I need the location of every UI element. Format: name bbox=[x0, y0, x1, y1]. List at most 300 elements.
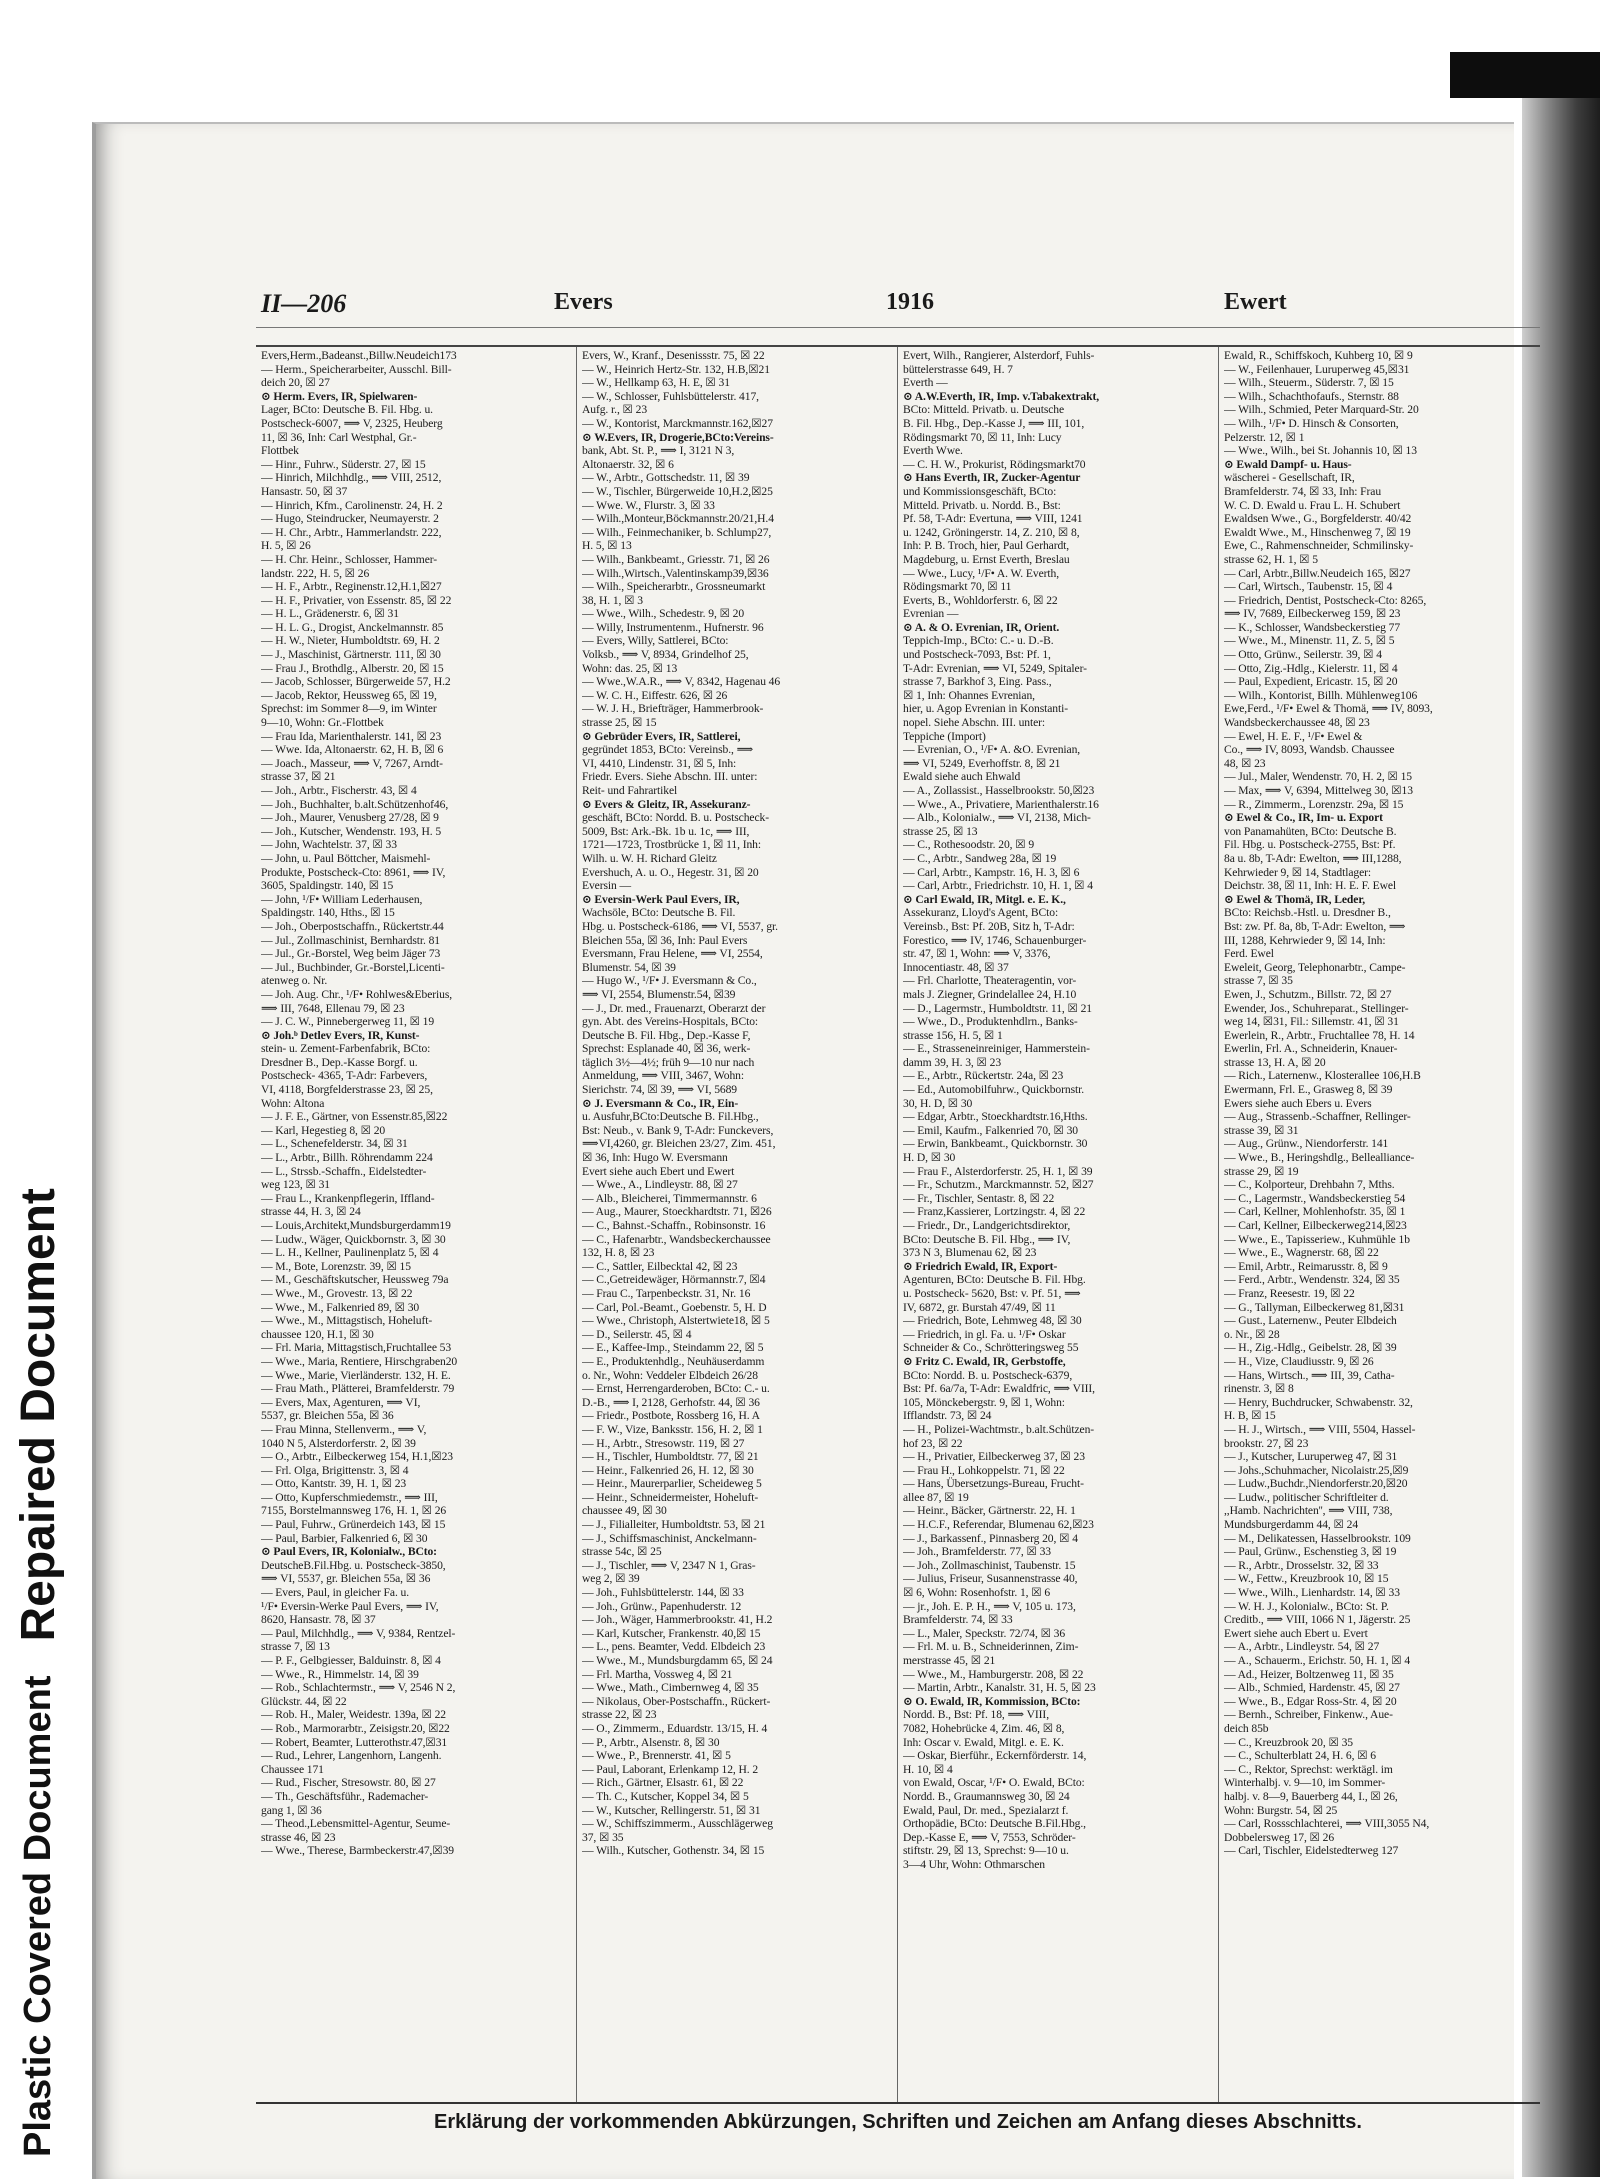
directory-entry: — Gust., Laternenw., Peuter Elbdeich bbox=[1224, 1314, 1397, 1328]
directory-entry: H. 10, ☒ 4 bbox=[903, 1762, 953, 1776]
directory-entry: — M., Bote, Lorenzstr. 39, ☒ 15 bbox=[261, 1259, 411, 1273]
header-year: 1916 bbox=[886, 289, 934, 315]
directory-entry: — Th. C., Kutscher, Koppel 34, ☒ 5 bbox=[582, 1789, 749, 1803]
directory-entry: III, 1288, Kehrwieder 9, ☒ 14, Inh: bbox=[1224, 933, 1386, 947]
directory-entry: strasse 29, ☒ 19 bbox=[1224, 1164, 1299, 1178]
directory-entry: ⊙ Paul Evers, IR, Kolonialw., BCto: bbox=[261, 1545, 437, 1559]
directory-entry: 105, Mönckebergstr. 9, ☒ 1, Wohn: bbox=[903, 1395, 1065, 1409]
directory-entry: von Panamahüten, BCto: Deutsche B. bbox=[1224, 824, 1397, 838]
directory-entry: ⊙ W.Evers, IR, Drogerie,BCto:Vereins- bbox=[582, 430, 774, 444]
directory-entry: ,,Hamb. Nachrichten'', ⟹ VIII, 738, bbox=[1224, 1504, 1393, 1518]
directory-entry: — Wwe., E., Tapisseriew., Kuhmühle 1b bbox=[1224, 1232, 1410, 1246]
directory-entry: — W. H. J., Kolonialw., BCto: St. P. bbox=[1224, 1599, 1389, 1613]
directory-entry: — J., Dr. med., Frauenarzt, Oberarzt der bbox=[582, 1001, 766, 1015]
directory-entry: strasse 13, H. A, ☒ 20 bbox=[1224, 1055, 1326, 1069]
directory-entry: strasse 37, ☒ 21 bbox=[261, 770, 336, 784]
directory-entry: 132, H. 8, ☒ 23 bbox=[582, 1246, 655, 1260]
directory-entry: Sierichstr. 74, ☒ 39, ⟹ VI, 5689 bbox=[582, 1083, 737, 1097]
directory-entry: — Frau C., Tarpenbeckstr. 31, Nr. 16 bbox=[582, 1286, 751, 1300]
directory-entry: Creditb., ⟹ VIII, 1066 N 1, Jägerstr. 25 bbox=[1224, 1613, 1411, 1627]
directory-entry: — C., Lagermstr., Wandsbeckerstieg 54 bbox=[1224, 1191, 1406, 1205]
directory-entry: — Ad., Heizer, Boltzenweg 11, ☒ 35 bbox=[1224, 1667, 1394, 1681]
directory-entry: — Wilh., Feinmechaniker, b. Schlump27, bbox=[582, 525, 772, 539]
directory-entry: — P., Arbtr., Alsenstr. 8, ☒ 30 bbox=[582, 1735, 720, 1749]
directory-entry: — W., Schiffszimmerm., Ausschlägerweg bbox=[582, 1817, 773, 1831]
directory-entry: — Wilh., Steuerm., Süderstr. 7, ☒ 15 bbox=[1224, 376, 1394, 390]
scan-top-edge bbox=[0, 0, 1600, 52]
directory-entry: 38, H. 1, ☒ 3 bbox=[582, 593, 643, 607]
directory-entry: Bst: Pf. 6a/7a, T-Adr: Ewaldfric, ⟹ VIII, bbox=[903, 1382, 1095, 1396]
directory-entry: büttelerstrasse 649, H. 7 bbox=[903, 362, 1013, 376]
directory-entry: hier, u. Agop Evrenian in Konstanti- bbox=[903, 702, 1068, 716]
directory-entry: — Wilh., Kutscher, Gothenstr. 34, ☒ 15 bbox=[582, 1844, 765, 1858]
directory-entry: — Wwe., Math., Cimbernweg 4, ☒ 35 bbox=[582, 1681, 759, 1695]
directory-entry: — Herm., Speicherarbeiter, Ausschl. Bill- bbox=[261, 362, 452, 376]
directory-entry: DeutscheB.Fil.Hbg. u. Postscheck-3850, bbox=[261, 1558, 446, 1572]
directory-entry: — Rud., Lehrer, Langenhorn, Langenh. bbox=[261, 1749, 442, 1763]
directory-entry: — Otto, Zig.-Hdlg., Kielerstr. 11, ☒ 4 bbox=[1224, 661, 1398, 675]
page-number: II—206 bbox=[261, 289, 347, 318]
directory-entry: — Oskar, Bierführ., Eckernförderstr. 14, bbox=[903, 1749, 1087, 1763]
directory-entry: — W. J. H., Briefträger, Hammerbrook- bbox=[582, 702, 764, 716]
directory-entry: — Karl, Kutscher, Frankenstr. 40,☒ 15 bbox=[582, 1626, 761, 1640]
directory-entry: — Rud., Fischer, Stresowstr. 80, ☒ 27 bbox=[261, 1776, 436, 1790]
directory-entry: — Wwe., M., Grovestr. 13, ☒ 22 bbox=[261, 1286, 413, 1300]
directory-entry: — Edgar, Arbtr., Stoeckhardtstr.16,Hths. bbox=[903, 1110, 1088, 1124]
directory-entry: — Heinr., Falkenried 26, H. 12, ☒ 30 bbox=[582, 1463, 754, 1477]
directory-entry: — Jul., Zollmaschinist, Bernhardstr. 81 bbox=[261, 933, 441, 947]
directory-entry: 1721—1723, Trostbrücke 1, ☒ 11, Inh: bbox=[582, 838, 761, 852]
header-first-name: Evers bbox=[554, 289, 613, 315]
directory-entry: — Hugo W., ¹/F• J. Eversmann & Co., bbox=[582, 974, 757, 988]
directory-entry: — R., Arbtr., Drosselstr. 32, ☒ 33 bbox=[1224, 1558, 1379, 1572]
directory-entry: — Carl, Arbtr., Friedrichstr. 10, H. 1, ☒ 4 bbox=[903, 879, 1093, 893]
directory-entry: Inh: Oscar v. Ewald, Mitgl. e. E. K. bbox=[903, 1735, 1064, 1749]
directory-entry: ⊙ Evers & Gleitz, IR, Assekuranz- bbox=[582, 797, 751, 811]
directory-entry: — Wwe., E., Wagnerstr. 68, ☒ 22 bbox=[1224, 1246, 1379, 1260]
header-rule bbox=[256, 327, 1540, 328]
directory-entry: — Friedr., Dr., Landgerichtsdirektor, bbox=[903, 1219, 1071, 1232]
directory-entry: Bst: Neub., v. Bank 9, T-Adr: Funckevers, bbox=[582, 1123, 774, 1137]
directory-entry: — Joh., Oberpostschaffn., Rückertstr.44 bbox=[261, 919, 444, 933]
directory-entry: — F. W., Vize, Banksstr. 156, H. 2, ☒ 1 bbox=[582, 1422, 763, 1436]
directory-entry: ⊙ J. Eversmann & Co., IR, Ein- bbox=[582, 1096, 739, 1110]
directory-entry: u. 1242, Gröningerstr. 14, Z. 210, ☒ 8, bbox=[903, 525, 1080, 539]
directory-entry: Hansastr. 50, ☒ 37 bbox=[261, 484, 348, 498]
directory-entry: Ewald siehe auch Ehwald bbox=[903, 770, 1021, 784]
directory-entry: — Louis,Architekt,Mundsburgerdamm19 bbox=[261, 1219, 451, 1232]
directory-entry: — Erwin, Bankbeamt., Quickbornstr. 30 bbox=[903, 1137, 1088, 1151]
directory-entry: — W., Kutscher, Rellingerstr. 51, ☒ 31 bbox=[582, 1803, 761, 1817]
directory-entry: — Wilh., Schmied, Peter Marquard-Str. 20 bbox=[1224, 403, 1419, 417]
directory-entry: 3—4 Uhr, Wohn: Othmarschen bbox=[903, 1857, 1045, 1871]
directory-entry: — Carl, Arbtr., Kampstr. 16, H. 3, ☒ 6 bbox=[903, 865, 1080, 879]
directory-entry: — Frau Math., Plätterei, Bramfelderstr. 79 bbox=[261, 1382, 455, 1396]
directory-entry: ⊙ Herm. Evers, IR, Spielwaren- bbox=[261, 389, 418, 403]
directory-entry: — Th., Geschäftsführ., Rademacher- bbox=[261, 1789, 429, 1803]
directory-entry: — J. F. E., Gärtner, von Essenstr.85,☒22 bbox=[261, 1110, 448, 1124]
directory-entry: ⊙ Ewald Dampf- u. Haus- bbox=[1224, 457, 1352, 471]
directory-entry: — Friedrich, in gl. Fa. u. ¹/F• Oskar bbox=[903, 1327, 1066, 1341]
column-4 bbox=[1219, 347, 1540, 2102]
directory-entry: Ewe, C., Rahmenschneider, Schmilinsky- bbox=[1224, 539, 1414, 553]
directory-entry: Sprechst: im Sommer 8—9, im Winter bbox=[261, 702, 437, 716]
directory-entry: strasse 62, H. 1, ☒ 5 bbox=[1224, 552, 1318, 566]
column-3 bbox=[898, 347, 1219, 2102]
directory-entry: — Carl, Rossschlachterei, ⟹ VIII,3055 N4, bbox=[1224, 1817, 1430, 1831]
directory-entry: BCto: Reichsb.-Hstl. u. Dresdner B., bbox=[1224, 906, 1391, 920]
directory-entry: — Jul., Maler, Wendenstr. 70, H. 2, ☒ 15 bbox=[1224, 770, 1413, 784]
directory-entry: — Henry, Buchdrucker, Schwabenstr. 32, bbox=[1224, 1395, 1413, 1409]
directory-entry: strasse 156, H. 5, ☒ 1 bbox=[903, 1028, 1003, 1042]
directory-entry: — Evers, Max, Agenturen, ⟹ VI, bbox=[261, 1395, 421, 1409]
directory-entry: — W., Hellkamp 63, H. E, ☒ 31 bbox=[582, 376, 730, 390]
directory-entry: — Frau F., Alsterdorferstr. 25, H. 1, ☒ 39 bbox=[903, 1164, 1093, 1178]
directory-entry: — E., Strasseneinreiniger, Hammerstein- bbox=[903, 1042, 1090, 1056]
directory-entry: ⊙ Ewel & Co., IR, Im- u. Export bbox=[1224, 811, 1383, 825]
directory-entry: Fil. Hbg. u. Postscheck-2755, Bst: Pf. bbox=[1224, 838, 1396, 852]
directory-entry: und Postscheck-7093, Bst: Pf. 1, bbox=[903, 648, 1051, 662]
directory-entry: ⊙ Hans Everth, IR, Zucker-Agentur bbox=[903, 471, 1081, 485]
directory-entry: Rödingsmarkt 70, ☒ 11 bbox=[903, 580, 1012, 594]
directory-entry: Ewert siehe auch Ebert u. Evert bbox=[1224, 1626, 1368, 1640]
directory-entry: — Willy, Instrumentenm., Hufnerstr. 96 bbox=[582, 620, 764, 634]
directory-entry: — Alb., Schmied, Hardenstr. 45, ☒ 27 bbox=[1224, 1681, 1400, 1695]
directory-entry: — Evers, Willy, Sattlerei, BCto: bbox=[582, 634, 729, 648]
directory-entry: halbj. v. 8—9, Bauerberg 44, I., ☒ 26, bbox=[1224, 1789, 1398, 1803]
directory-entry: Assekuranz, Lloyd's Agent, BCto: bbox=[903, 906, 1059, 920]
directory-entry: Co., ⟹ IV, 8093, Wandsb. Chaussee bbox=[1224, 743, 1395, 757]
directory-entry: — Wwe., Wilh., bei St. Johannis 10, ☒ 13 bbox=[1224, 444, 1417, 458]
directory-entry: — Frau H., Lohkoppelstr. 71, ☒ 22 bbox=[903, 1463, 1065, 1477]
directory-entry: Bleichen 55a, ☒ 36, Inh: Paul Evers bbox=[582, 933, 748, 947]
directory-entry: Ewald, Paul, Dr. med., Spezialarzt f. bbox=[903, 1803, 1069, 1817]
directory-entry: Eversin — bbox=[582, 879, 632, 893]
directory-entry: u. Ausfuhr,BCto:Deutsche B. Fil.Hbg., bbox=[582, 1110, 759, 1124]
directory-entry: brookstr. 27, ☒ 23 bbox=[1224, 1436, 1309, 1450]
directory-entry: Volksb., ⟹ V, 8934, Grindelhof 25, bbox=[582, 648, 749, 662]
scan-corner-shadow bbox=[1450, 52, 1600, 98]
directory-entry: hof 23, ☒ 22 bbox=[903, 1436, 963, 1450]
directory-entry: — Carl, Pol.-Beamt., Goebenstr. 5, H. D bbox=[582, 1300, 767, 1314]
directory-entry: — C., Rektor, Sprechst: werktägl. im bbox=[1224, 1762, 1393, 1776]
directory-entry: ⟹ VI, 5249, Everhoffstr. 8, ☒ 21 bbox=[903, 756, 1061, 770]
directory-entry: — L., pens. Beamter, Vedd. Elbdeich 23 bbox=[582, 1640, 766, 1654]
directory-entry: — Franz,Kassierer, Lortzingstr. 4, ☒ 22 bbox=[903, 1205, 1086, 1219]
directory-entry: ⊙ A.W.Everth, IR, Imp. v.Tabakextrakt, bbox=[903, 389, 1100, 403]
directory-entry: — Joh., Zollmaschinist, Taubenstr. 15 bbox=[903, 1558, 1076, 1572]
directory-entry: — Ewel, H. E. F., ¹/F• Ewel & bbox=[1224, 729, 1363, 743]
directory-entry: Ewen, J., Schutzm., Billstr. 72, ☒ 27 bbox=[1224, 987, 1392, 1001]
directory-entry: str. 47, ☒ 1, Wohn: ⟹ V, 3376, bbox=[903, 947, 1051, 961]
directory-entry: — C., Rothesoodstr. 20, ☒ 9 bbox=[903, 838, 1035, 852]
directory-entry: ☒ 6, Wohn: Rosenhofstr. 1, ☒ 6 bbox=[903, 1586, 1051, 1600]
directory-entry: — Wwe., Christoph, Alstertwiete18, ☒ 5 bbox=[582, 1314, 770, 1328]
directory-entry: — C., Bahnst.-Schaffn., Robinsonstr. 16 bbox=[582, 1219, 766, 1232]
directory-entry: T-Adr: Evrenian, ⟹ VI, 5249, Spitaler- bbox=[903, 661, 1087, 675]
directory-entry: allee 87, ☒ 19 bbox=[903, 1490, 969, 1504]
directory-entry: — Rich., Gärtner, Elsastr. 61, ☒ 22 bbox=[582, 1776, 744, 1790]
directory-entry: — O., Arbtr., Eilbeckerweg 154, H.1,☒23 bbox=[261, 1450, 453, 1464]
directory-entry: nopel. Siehe Abschn. III. unter: bbox=[903, 716, 1046, 730]
directory-entry: ⊙ Gebrüder Evers, IR, Sattlerei, bbox=[582, 729, 741, 743]
directory-entry: Postscheck- 4365, T-Adr: Farbevers, bbox=[261, 1069, 428, 1083]
directory-entry: Ewald, R., Schiffskoch, Kuhberg 10, ☒ 9 bbox=[1224, 349, 1413, 362]
directory-entry: B. Fil. Hbg., Dep.-Kasse J, ⟹ III, 101, bbox=[903, 416, 1085, 430]
directory-entry: 5009, Bst: Ark.-Bk. 1b u. 1c, ⟹ III, bbox=[582, 824, 750, 838]
directory-entry: — L., Schenefelderstr. 34, ☒ 31 bbox=[261, 1137, 408, 1151]
directory-entry: — O., Zimmerm., Eduardstr. 13/15, H. 4 bbox=[582, 1721, 768, 1735]
directory-entry: — H. L., Grädenerstr. 6, ☒ 31 bbox=[261, 607, 399, 621]
directory-entry: deich 85b bbox=[1224, 1721, 1269, 1735]
directory-entry: — Frl. M. u. B., Schneiderinnen, Zim- bbox=[903, 1640, 1079, 1654]
directory-entry: — C.,Getreidewäger, Hörmannstr.7, ☒4 bbox=[582, 1273, 766, 1287]
directory-entry: — H. F., Privatier, von Essenstr. 85, ☒ 22 bbox=[261, 593, 452, 607]
directory-entry: — Heinr., Bäcker, Gärtnerstr. 22, H. 1 bbox=[903, 1504, 1076, 1518]
directory-entry: — D., Lagermstr., Humboldtstr. 11, ☒ 21 bbox=[903, 1001, 1092, 1015]
directory-entry: 7155, Borstelmannsweg 176, H. 1, ☒ 26 bbox=[261, 1504, 447, 1518]
directory-entry: Vereinsb., Bst: Pf. 20B, Sitz h, T-Adr: bbox=[903, 919, 1075, 933]
directory-entry: 7082, Hohebrücke 4, Zim. 46, ☒ 8, bbox=[903, 1721, 1065, 1735]
directory-entry: 9—10, Wohn: Gr.-Flottbek bbox=[261, 716, 384, 730]
directory-entry: Wachsöle, BCto: Deutsche B. Fil. bbox=[582, 906, 736, 920]
directory-entry: — Wwe., B., Edgar Ross-Str. 4, ☒ 20 bbox=[1224, 1694, 1397, 1708]
directory-entry: strasse 22, ☒ 23 bbox=[582, 1708, 657, 1722]
directory-entry: Forestico, ⟹ IV, 1746, Schauenburger- bbox=[903, 933, 1087, 947]
directory-entry: — Wwe. Ida, Altonaerstr. 62, H. B, ☒ 6 bbox=[261, 743, 444, 757]
directory-entry: — Carl, Kellner, Mohlenhofstr. 35, ☒ 1 bbox=[1224, 1205, 1406, 1219]
directory-entry: — Frau L., Krankenpflegerin, Iffland- bbox=[261, 1191, 435, 1205]
directory-entry: — Wwe.,W.A.R., ⟹ V, 8342, Hagenau 46 bbox=[582, 675, 781, 689]
directory-entry: bank, Abt. St. P., ⟹ I, 3121 N 3, bbox=[582, 444, 735, 458]
directory-entry: — Ludw., politischer Schriftleiter d. bbox=[1224, 1490, 1389, 1504]
directory-entry: — Wwe., M., Mundsburgdamm 65, ☒ 24 bbox=[582, 1654, 773, 1667]
directory-entry: Wohn: Burgstr. 54, ☒ 25 bbox=[1224, 1803, 1338, 1817]
directory-entry: — Alb., Kolonialw., ⟹ VI, 2138, Mich- bbox=[903, 811, 1091, 825]
directory-entry: — H., Vize, Claudiusstr. 9, ☒ 26 bbox=[1224, 1354, 1374, 1368]
directory-entry: — H., Zig.-Hdlg., Geibelstr. 28, ☒ 39 bbox=[1224, 1341, 1397, 1355]
directory-entry: atenweg o. Nr. bbox=[261, 974, 328, 988]
directory-entry: täglich 3½—4½; früh 9—10 nur nach bbox=[582, 1055, 755, 1069]
directory-entry: — Wwe., M., Minenstr. 11, Z. 5, ☒ 5 bbox=[1224, 634, 1395, 648]
directory-entry: — Rich., Laternenw., Klosterallee 106,H.B bbox=[1224, 1069, 1421, 1083]
directory-entry: — H. F., Arbtr., Reginenstr.12,H.1,☒27 bbox=[261, 580, 442, 594]
directory-entry: ⟹ VI, 2554, Blumenstr.54, ☒39 bbox=[582, 987, 736, 1001]
directory-entry: von Ewald, Oscar, ¹/F• O. Ewald, BCto: bbox=[903, 1776, 1085, 1790]
directory-entry: — C., Kolporteur, Drehbahn 7, Mths. bbox=[1224, 1178, 1395, 1192]
directory-entry: BCto: Mitteld. Privatb. u. Deutsche bbox=[903, 403, 1065, 417]
directory-entry: — Hinrich, Milchhdlg., ⟹ VIII, 2512, bbox=[261, 471, 442, 485]
directory-entry: — H., Arbtr., Stresowstr. 119, ☒ 27 bbox=[582, 1436, 745, 1450]
directory-entry: — Frl. Olga, Brigittenstr. 3, ☒ 4 bbox=[261, 1463, 409, 1477]
directory-entry: — Ed., Automobilfuhrw., Quickbornstr. bbox=[903, 1083, 1085, 1097]
directory-page bbox=[256, 289, 1536, 2139]
directory-entry: Friedr. Evers. Siehe Abschn. III. unter: bbox=[582, 770, 758, 784]
directory-entry: — Martin, Arbtr., Kanalstr. 31, H. 5, ☒ 23 bbox=[903, 1681, 1096, 1695]
directory-entry: ⟹ VI, 5537, gr. Bleichen 55a, ☒ 36 bbox=[261, 1572, 431, 1586]
directory-entry: Everth Wwe. bbox=[903, 444, 963, 458]
directory-entry: — Frau Minna, Stellenverm., ⟹ V, bbox=[261, 1422, 427, 1436]
directory-entry: Nordd. B., Bst: Pf. 18, ⟹ VIII, bbox=[903, 1708, 1049, 1722]
directory-entry: strasse 39, ☒ 31 bbox=[1224, 1123, 1299, 1137]
directory-entry: — Wwe., Lucy, ¹/F• A. W. Everth, bbox=[903, 566, 1060, 580]
directory-entry: landstr. 222, H. 5, ☒ 26 bbox=[261, 566, 370, 580]
directory-entry: Evert, Wilh., Rangierer, Alsterdorf, Fuhls- bbox=[903, 349, 1095, 362]
directory-entry: Bst: zw. Pf. 8a, 8b, T-Adr: Ewelton, ⟹ bbox=[1224, 919, 1406, 933]
directory-entry: Nordd. B., Graumannsweg 30, ☒ 24 bbox=[903, 1789, 1070, 1803]
directory-entry: — Aug., Grünw., Niendorferstr. 141 bbox=[1224, 1137, 1389, 1151]
directory-entry: — Wilh.,Wirtsch.,Valentinskamp39,☒36 bbox=[582, 566, 769, 580]
directory-entry: 3605, Spaldingstr. 140, ☒ 15 bbox=[261, 879, 394, 893]
directory-entry: Innocentiastr. 48, ☒ 37 bbox=[903, 960, 1009, 974]
directory-entry: Pf. 58, T-Adr: Evertuna, ⟹ VIII, 1241 bbox=[903, 512, 1083, 526]
directory-entry: Ewerlein, R., Arbtr., Fruchtallee 78, H. 14 bbox=[1224, 1028, 1415, 1042]
directory-entry: Dep.-Kasse E, ⟹ V, 7553, Schröder- bbox=[903, 1830, 1076, 1844]
directory-entry: — Wilh., ¹/F• D. Hinsch & Consorten, bbox=[1224, 416, 1399, 430]
directory-entry: Evers, W., Kranf., Desenissstr. 75, ☒ 22 bbox=[582, 349, 765, 362]
directory-entry: Lager, BCto: Deutsche B. Fil. Hbg. u. bbox=[261, 403, 433, 417]
directory-entry: — Rob., Marmorarbtr., Zeisigstr.20, ☒22 bbox=[261, 1721, 450, 1735]
directory-entry: — Wilh., Kontorist, Billh. Mühlenweg106 bbox=[1224, 688, 1418, 702]
directory-entry: — Aug., Maurer, Stoeckhardtstr. 71, ☒26 bbox=[582, 1205, 772, 1219]
running-header bbox=[256, 289, 1536, 325]
directory-entry: — Wwe., Marie, Vierländerstr. 132, H. E. bbox=[261, 1368, 451, 1382]
directory-entry: Magdeburg, u. Ernst Everth, Breslau bbox=[903, 552, 1070, 566]
directory-entry: — jr., Joh. E. P. H., ⟹ V, 105 u. 173, bbox=[903, 1599, 1076, 1613]
entry-columns bbox=[256, 345, 1540, 2102]
directory-entry: Teppich-Imp., BCto: C.- u. D.-B. bbox=[903, 634, 1054, 648]
directory-entry: — Wwe., Therese, Barmbeckerstr.47,☒39 bbox=[261, 1844, 454, 1858]
directory-entry: — Paul, Expedient, Ericastr. 15, ☒ 20 bbox=[1224, 675, 1398, 689]
directory-entry: strasse 25, ☒ 13 bbox=[903, 824, 978, 838]
directory-entry: W. C. D. Ewald u. Frau L. H. Schubert bbox=[1224, 498, 1401, 512]
directory-entry: — John, ¹/F• William Lederhausen, bbox=[261, 892, 423, 906]
directory-entry: Evert siehe auch Ebert und Ewert bbox=[582, 1164, 735, 1178]
directory-entry: — Frau Ida, Marienthalerstr. 141, ☒ 23 bbox=[261, 729, 442, 743]
directory-entry: ⊙ Eversin-Werk Paul Evers, IR, bbox=[582, 892, 740, 906]
directory-entry: strasse 46, ☒ 23 bbox=[261, 1830, 336, 1844]
directory-entry: Dresdner B., Dep.-Kasse Borgf. u. bbox=[261, 1055, 418, 1069]
directory-entry: — Carl, Wirtsch., Taubenstr. 15, ☒ 4 bbox=[1224, 580, 1393, 594]
directory-entry: Sprechst: Esplanade 40, ☒ 36, werk- bbox=[582, 1042, 751, 1056]
directory-entry: Schneider & Co., Schrötteringsweg 55 bbox=[903, 1341, 1079, 1355]
directory-entry: ⊙ Fritz C. Ewald, IR, Gerbstoffe, bbox=[903, 1354, 1066, 1368]
directory-entry: Evrenian — bbox=[903, 607, 959, 621]
directory-entry: ⟹VI,4260, gr. Bleichen 23/27, Zim. 451, bbox=[582, 1137, 776, 1151]
directory-entry: weg 2, ☒ 39 bbox=[582, 1572, 640, 1586]
directory-entry: ⟹ III, 7648, Ellenau 79, ☒ 23 bbox=[261, 1001, 405, 1015]
directory-entry: — Wwe. W., Flurstr. 3, ☒ 33 bbox=[582, 498, 715, 512]
directory-entry: — Ferd., Arbtr., Wendenstr. 324, ☒ 35 bbox=[1224, 1273, 1400, 1287]
directory-entry: stiftstr. 29, ☒ 13, Sprechst: 9—10 u. bbox=[903, 1844, 1069, 1858]
directory-entry: strasse 44, H. 3, ☒ 24 bbox=[261, 1205, 361, 1219]
directory-entry: — C., Schulterblatt 24, H. 6, ☒ 6 bbox=[1224, 1749, 1377, 1763]
directory-entry: — Franz, Reesestr. 19, ☒ 22 bbox=[1224, 1286, 1355, 1300]
directory-entry: — Theod.,Lebensmittel-Agentur, Seume- bbox=[261, 1817, 451, 1831]
directory-entry: — Julius, Friseur, Susannenstrasse 40, bbox=[903, 1572, 1078, 1586]
directory-entry: Ewaldsen Wwe., G., Borgfelderstr. 40/42 bbox=[1224, 512, 1412, 526]
directory-entry: Ewermann, Frl. E., Grasweg 8, ☒ 39 bbox=[1224, 1083, 1393, 1097]
directory-entry: — Joh., Kutscher, Wendenstr. 193, H. 5 bbox=[261, 824, 442, 838]
directory-entry: — Jul., Buchbinder, Gr.-Borstel,Licenti- bbox=[261, 960, 445, 974]
directory-entry: Ewerlin, Frl. A., Schneiderin, Knauer- bbox=[1224, 1042, 1398, 1056]
directory-entry: u. Postscheck- 5620, Bst: v. Pf. 51, ⟹ bbox=[903, 1286, 1081, 1300]
directory-entry: — A., Arbtr., Lindleystr. 54, ☒ 27 bbox=[1224, 1640, 1380, 1654]
directory-entry: — W., Arbtr., Gottschedstr. 11, ☒ 39 bbox=[582, 471, 750, 485]
directory-entry: Chaussee 171 bbox=[261, 1762, 324, 1776]
directory-entry: VI, 4118, Borgfelderstrasse 23, ☒ 25, bbox=[261, 1083, 433, 1097]
directory-entry: — Carl, Tischler, Eidelstedterweg 127 bbox=[1224, 1844, 1399, 1858]
directory-entry: und Kommissionsgeschäft, BCto: bbox=[903, 484, 1057, 498]
directory-entry: geschäft, BCto: Nordd. B. u. Postscheck- bbox=[582, 811, 769, 825]
directory-entry: Flottbek bbox=[261, 444, 299, 458]
directory-entry: — A., Schauerm., Erichstr. 50, H. 1, ☒ 4 bbox=[1224, 1654, 1411, 1667]
directory-entry: — Hans, Übersetzungs-Bureau, Frucht- bbox=[903, 1477, 1084, 1491]
directory-entry: — Hans, Wirtsch., ⟹ III, 39, Catha- bbox=[1224, 1368, 1395, 1382]
directory-entry: Ewaldt Wwe., M., Hinschenweg 7, ☒ 19 bbox=[1224, 525, 1411, 539]
directory-entry: — W., Tischler, Bürgerweide 10,H.2,☒25 bbox=[582, 484, 773, 498]
directory-entry: — Hinr., Fuhrw., Süderstr. 27, ☒ 15 bbox=[261, 457, 426, 471]
directory-entry: — L., Arbtr., Billh. Röhrendamm 224 bbox=[261, 1151, 433, 1165]
directory-entry: stein- u. Zement-Farbenfabrik, BCto: bbox=[261, 1042, 431, 1056]
directory-entry: — E., Produktenhdlg., Neuhäuserdamm bbox=[582, 1354, 765, 1368]
directory-entry: weg 123, ☒ 31 bbox=[261, 1178, 330, 1192]
directory-entry: Glückstr. 44, ☒ 22 bbox=[261, 1694, 347, 1708]
directory-entry: strasse 7, ☒ 13 bbox=[261, 1640, 330, 1654]
directory-entry: Dobbelersweg 17, ☒ 26 bbox=[1224, 1830, 1335, 1844]
directory-entry: H. 5, ☒ 26 bbox=[261, 539, 311, 553]
directory-entry: — Wwe., A., Privatiere, Marienthalerstr.16 bbox=[903, 797, 1099, 811]
directory-entry: — Joh., Grünw., Papenhuderstr. 12 bbox=[582, 1599, 742, 1613]
footer-rule bbox=[256, 2102, 1540, 2104]
directory-entry: — Ernst, Herrengarderoben, BCto: C.- u. bbox=[582, 1382, 770, 1396]
directory-entry: Everts, B., Wohldorferstr. 6, ☒ 22 bbox=[903, 593, 1058, 607]
directory-entry: Anmeldung, ⟹ VIII, 3467, Wohn: bbox=[582, 1069, 745, 1083]
directory-entry: — Otto, Grünw., Seilerstr. 39, ☒ 4 bbox=[1224, 648, 1382, 662]
directory-entry: chaussee 49, ☒ 30 bbox=[582, 1504, 667, 1518]
directory-entry: — Friedr., Postbote, Rossberg 16, H. A bbox=[582, 1409, 760, 1423]
side-label-plastic: Plastic Covered Document bbox=[16, 1675, 59, 2157]
directory-entry: — Joh., Wäger, Hammerbrookstr. 41, H.2 bbox=[582, 1613, 773, 1627]
directory-entry: ⊙ Joh.ᵇ Detlev Evers, IR, Kunst- bbox=[261, 1028, 420, 1042]
directory-entry: mals J. Ziegner, Grindelallee 24, H.10 bbox=[903, 987, 1077, 1001]
directory-entry: Reit- und Fahrartikel bbox=[582, 784, 678, 797]
directory-entry: — Joh. Aug. Chr., ¹/F• Rohlwes&Eberius, bbox=[261, 987, 453, 1001]
directory-entry: Orthopädie, BCto: Deutsche B.Fil.Hbg., bbox=[903, 1817, 1086, 1831]
directory-entry: — Paul, Laborant, Erlenkamp 12, H. 2 bbox=[582, 1762, 759, 1776]
directory-entry: — C., Kreuzbrook 20, ☒ 35 bbox=[1224, 1735, 1353, 1749]
directory-entry: Pelzerstr. 12, ☒ 1 bbox=[1224, 430, 1305, 444]
directory-entry: 30, H. D, ☒ 30 bbox=[903, 1096, 973, 1110]
column-1 bbox=[256, 347, 577, 2102]
directory-entry: — Joh., Bramfelderstr. 77, ☒ 33 bbox=[903, 1545, 1052, 1559]
directory-entry: — L., Maler, Speckstr. 72/74, ☒ 36 bbox=[903, 1626, 1066, 1640]
directory-sheet bbox=[92, 122, 1514, 2179]
directory-entry: H. 5, ☒ 13 bbox=[582, 539, 632, 553]
directory-entry: — P. F., Gelbgiesser, Balduinstr. 8, ☒ 4 bbox=[261, 1654, 441, 1667]
directory-entry: — E., Arbtr., Rückertstr. 24a, ☒ 23 bbox=[903, 1069, 1064, 1083]
directory-entry: 48, ☒ 23 bbox=[1224, 756, 1266, 770]
directory-entry: ⊙ Ewel & Thomä, IR, Leder, bbox=[1224, 892, 1366, 906]
directory-entry: — Nikolaus, Ober-Postschaffn., Rückert- bbox=[582, 1694, 771, 1708]
directory-entry: gang 1, ☒ 36 bbox=[261, 1803, 322, 1817]
directory-entry: Spaldingstr. 140, Hths., ☒ 15 bbox=[261, 906, 395, 920]
directory-entry: — J., Kutscher, Luruperweg 47, ☒ 31 bbox=[1224, 1450, 1398, 1464]
directory-entry: — Frau J., Brothdlg., Alberstr. 20, ☒ 15 bbox=[261, 661, 444, 675]
directory-entry: — W., Fettw., Kreuzbrook 10, ☒ 15 bbox=[1224, 1572, 1389, 1586]
directory-entry: Mitteld. Privatb. u. Nordd. B., Bst: bbox=[903, 498, 1061, 512]
directory-entry: merstrasse 45, ☒ 21 bbox=[903, 1654, 996, 1667]
